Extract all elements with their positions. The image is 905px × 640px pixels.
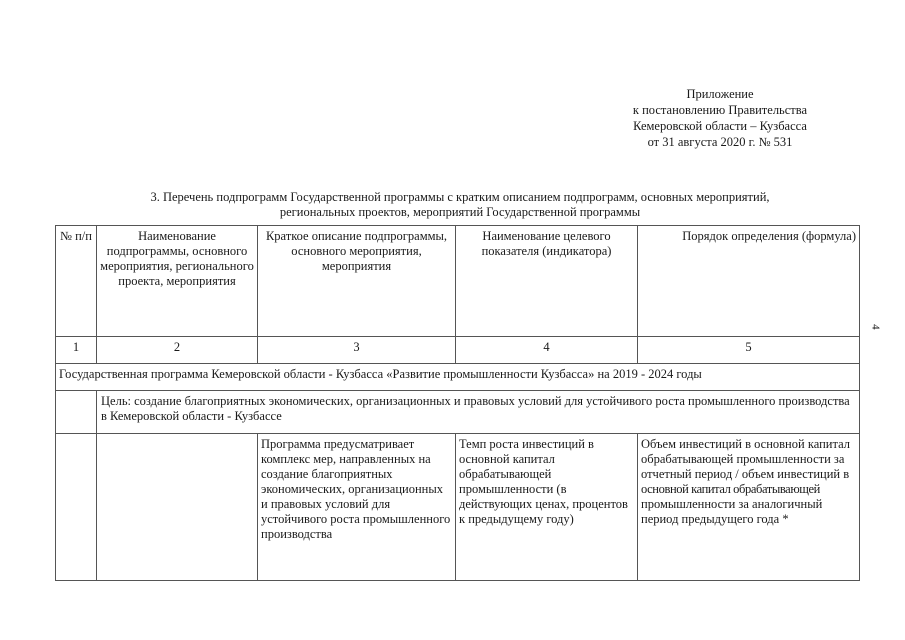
- column-number-row: [56, 337, 860, 364]
- formula-part-2: основной капитал обрабатывающей: [641, 482, 820, 496]
- formula-part-1: Объем инвестиций в основной капитал обрабатывающей промышленности за отчетный период / объем инвестиций в: [641, 437, 850, 481]
- appendix-line-2: к постановлению Правительства: [632, 103, 808, 117]
- header-subprogram-name: Наименование подпрограммы, основного мероприятия, регионального проекта, мероприятия: [97, 226, 258, 337]
- data-formula-cell: [638, 434, 860, 581]
- table-header-row: [56, 226, 860, 337]
- program-title-cell: Государственная программа Кемеровской области - Кузбасса «Развитие промышленности Кузбасса» на 2019 - 2024 годы: [56, 364, 860, 391]
- header-number: № п/п: [56, 226, 97, 337]
- data-number-cell: [56, 434, 97, 581]
- column-number-2: 2: [97, 337, 258, 364]
- section-title-line-1: 3. Перечень подпрограмм Государственной программы с кратким описанием подпрограмм, основных мероприятий,: [150, 190, 770, 204]
- goal-number-cell: [56, 391, 97, 434]
- header-target-indicator: Наименование целевого показателя (индикатора): [456, 226, 638, 337]
- data-name-cell: [97, 434, 258, 581]
- column-number-4: 4: [456, 337, 638, 364]
- header-formula: Порядок определения (формула): [638, 226, 860, 337]
- data-description-cell: Программа предусматривает комплекс мер, направленных на создание благоприятных экономических, организационных и правовых условий для устойчивого роста промышленного производства: [258, 434, 456, 581]
- appendix-line-4: от 31 августа 2020 г. № 531: [647, 135, 793, 149]
- header-short-description: Краткое описание подпрограммы, основного мероприятия, мероприятия: [258, 226, 456, 337]
- column-number-5: 5: [638, 337, 860, 364]
- section-title: [60, 190, 860, 220]
- table-row: [56, 434, 860, 581]
- data-indicator-cell: Темп роста инвестиций в основной капитал обрабатывающей промышленности (в действующих ценах, процентов к предыдущему году): [456, 434, 638, 581]
- appendix-line-3: Кемеровской области – Кузбасса: [633, 119, 807, 133]
- appendix-header: [560, 86, 880, 150]
- appendix-line-1: Приложение: [686, 87, 754, 101]
- column-number-3: 3: [258, 337, 456, 364]
- goal-text-cell: Цель: создание благоприятных экономических, организационных и правовых условий для устойчивого роста промышленного производства в Кемеровской области - Кузбассе: [97, 391, 860, 434]
- subprograms-table: [55, 225, 860, 581]
- formula-part-3: промышленности за аналогичный период предыдущего года *: [641, 497, 823, 526]
- column-number-1: 1: [56, 337, 97, 364]
- section-title-line-2: региональных проектов, мероприятий Государственной программы: [279, 205, 641, 219]
- goal-row: [56, 391, 860, 434]
- page-number: 4: [869, 324, 882, 330]
- program-row: [56, 364, 860, 391]
